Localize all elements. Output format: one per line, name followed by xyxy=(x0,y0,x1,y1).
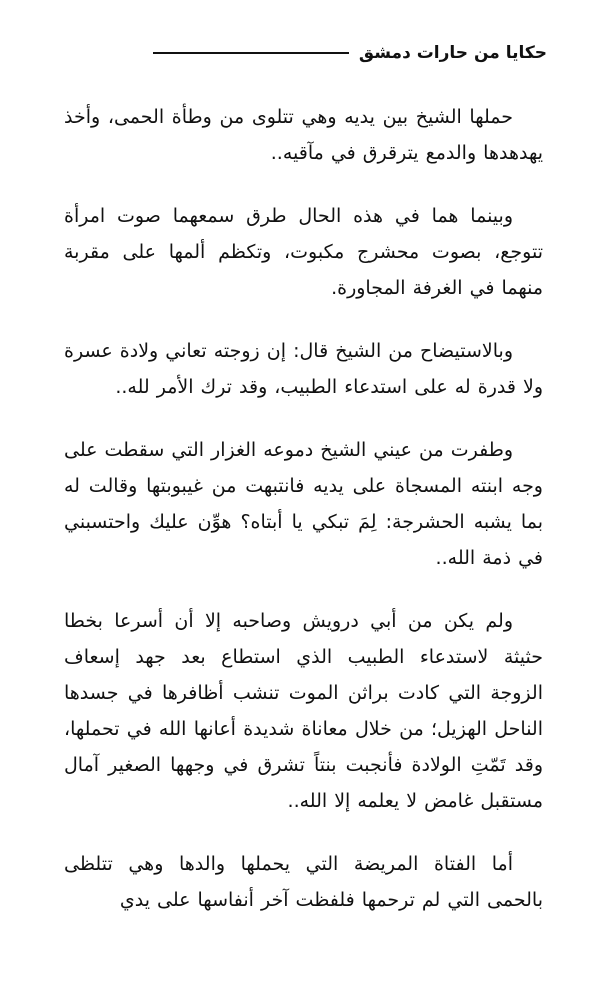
book-title: حكايا من حارات دمشق xyxy=(358,43,547,63)
paragraph-6: أما الفتاة المريضة التي يحملها والدها وهي تتلظى بالحمى التي لم ترحمها فلفظت آخر أنفاسها على يدي xyxy=(64,853,543,911)
running-header xyxy=(153,42,547,64)
paragraph-3: وبالاستيضاح من الشيخ قال: إن زوجته تعاني ولادة عسرة ولا قدرة له على استدعاء الطبيب، وقد ترك الأمر لله.. xyxy=(64,340,543,398)
paragraph-4: وطفرت من عيني الشيخ دموعه الغزار التي سقطت على وجه ابنته المسجاة على يديه فانتبهت من غيبوبتها وقالت له بما يشبه الحشرجة: لِمَ تبكي يا أبتاه؟ هوِّن عليك واحتسبني في ذمة الله.. xyxy=(64,439,543,569)
header-rule xyxy=(153,52,349,54)
paragraph-2: وبينما هما في هذه الحال طرق سمعهما صوت امرأة تتوجع، بصوت محشرج مكبوت، وتكظم ألمها على مقربة منهما في الغرفة المجاورة. xyxy=(64,205,543,299)
paragraph-1: حملها الشيخ بين يديه وهي تتلوى من وطأة الحمى، وأخذ يهدهدها والدمع يترقرق في مآقيه.. xyxy=(64,106,543,164)
body-text xyxy=(64,99,543,945)
paragraph-5: ولم يكن من أبي درويش وصاحبه إلا أن أسرعا بخطا حثيثة لاستدعاء الطبيب الذي استطاع بعد جهد إسعاف الزوجة التي كادت براثن الموت تنشب أظافرها في جسدها الناحل الهزيل؛ من خلال معاناة شديدة أعانها الله في تحملها، وقد تَمّتِ الولادة فأنجبت بنتاً تشرق في وجهها الصغير آمال مستقبل غامض لا يعلمه إلا الله.. xyxy=(64,610,543,812)
